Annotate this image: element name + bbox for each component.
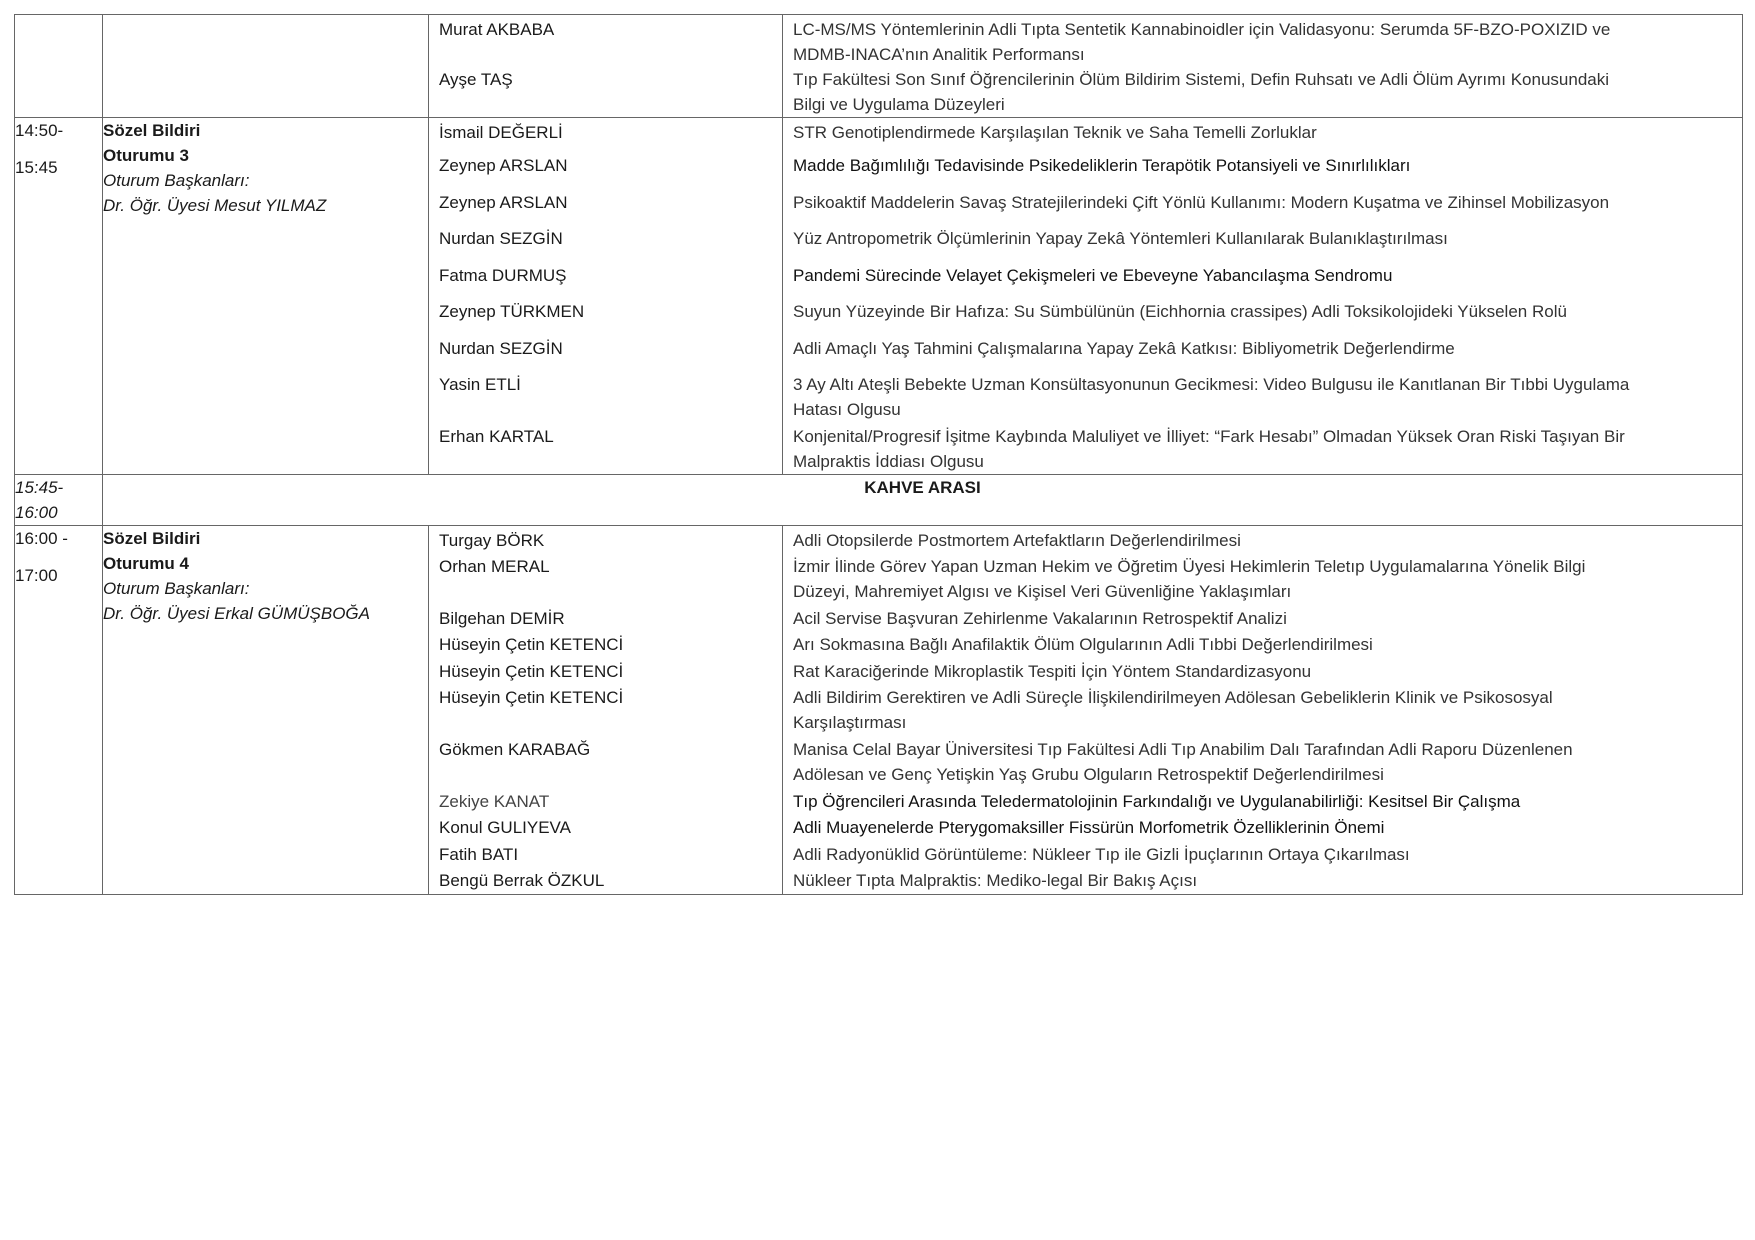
chairs-label: Oturum Başkanları:	[103, 579, 250, 598]
title-line: Yüz Antropometrik Ölçümlerinin Yapay Zekâ Yöntemleri Kullanılarak Bulanıklaştırılması	[793, 229, 1448, 248]
title-line: MDMB-INACA’nın Analitik Performansı	[793, 45, 1085, 64]
author-name: Gökmen KARABAĞ	[439, 740, 591, 759]
author-name: Turgay BÖRK	[439, 531, 545, 550]
paper-title	[783, 632, 1742, 659]
title-line: Arı Sokmasına Bağlı Anafilaktik Ölüm Olgularının Adli Tıbbi Değerlendirilmesi	[793, 635, 1373, 654]
title-line: Adli Bildirim Gerektiren ve Adli Süreçle İlişkilendirilmeyen Adölesan Gebeliklerin Klinik ve Psikososyal	[793, 688, 1553, 707]
author-name: İsmail DEĞERLİ	[439, 123, 563, 142]
title-line: Adli Radyonüklid Görüntüleme: Nükleer Tıp ile Gizli İpuçlarının Ortaya Çıkarılması	[793, 845, 1410, 864]
paper-title	[783, 299, 1742, 336]
author-name: Zeynep ARSLAN	[439, 156, 568, 175]
paper-title	[783, 263, 1742, 299]
paper-title	[783, 659, 1742, 685]
title-line: Konjenital/Progresif İşitme Kaybında Maluliyet ve İlliyet: “Fark Hesabı” Olmadan Yüksek Oran Riski Taşıyan Bir	[793, 427, 1625, 446]
title-cell	[783, 15, 1743, 118]
author-name: Yasin ETLİ	[439, 375, 521, 394]
paper-title	[783, 153, 1742, 190]
author-name: Murat AKBABA	[439, 20, 555, 39]
paper-title	[783, 120, 1742, 153]
title-line: Rat Karaciğerinde Mikroplastik Tespiti İçin Yöntem Standardizasyonu	[793, 662, 1312, 681]
title-line: Madde Bağımlılığı Tedavisinde Psikedeliklerin Terapötik Potansiyeli ve Sınırlılıkları	[793, 156, 1411, 175]
title-line: Hatası Olgusu	[793, 400, 901, 419]
session-title: Sözel Bildiri	[103, 121, 201, 140]
paper-title	[783, 190, 1742, 226]
title-line: Malpraktis İddiası Olgusu	[793, 452, 984, 471]
author-name: Orhan MERAL	[439, 557, 550, 576]
session-row-4	[15, 526, 1743, 895]
paper-title	[783, 815, 1742, 842]
paper-title	[783, 372, 1742, 424]
paper-title	[783, 842, 1742, 868]
paper-title	[783, 554, 1742, 606]
author-cell	[429, 118, 783, 475]
title-line: 3 Ay Altı Ateşli Bebekte Uzman Konsültasyonunun Gecikmesi: Video Bulgusu ile Kanıtlanan Bir Tıbbi Uygulama	[793, 375, 1630, 394]
coffee-break-label: KAHVE ARASI	[103, 475, 1743, 526]
author-name: Ayşe TAŞ	[439, 70, 513, 89]
title-line: Adli Otopsilerde Postmortem Artefaktların Değerlendirilmesi	[793, 531, 1241, 550]
author-name: Zekiye KANAT	[439, 792, 550, 811]
title-line: Suyun Yüzeyinde Bir Hafıza: Su Sümbülünün (Eichhornia crassipes) Adli Toksikolojideki Yükselen Rolü	[793, 302, 1567, 321]
session-number: Oturumu 3	[103, 146, 189, 165]
paper-title	[783, 424, 1742, 474]
author-name: Zeynep TÜRKMEN	[439, 302, 585, 321]
session-cell-empty	[103, 15, 429, 118]
session-number: Oturumu 4	[103, 554, 189, 573]
chair-name: Dr. Öğr. Üyesi Erkal GÜMÜŞBOĞA	[103, 604, 370, 623]
title-cell	[783, 118, 1743, 475]
title-line: Karşılaştırması	[793, 713, 907, 732]
paper-title	[783, 737, 1742, 789]
title-line: İzmir İlinde Görev Yapan Uzman Hekim ve Öğretim Üyesi Hekimlerin Teletıp Uygulamalarına Yönelik Bilgi	[793, 557, 1586, 576]
title-line: Tıp Fakültesi Son Sınıf Öğrencilerinin Ölüm Bildirim Sistemi, Defin Ruhsatı ve Adli Ölüm Ayrımı Konusundaki	[793, 70, 1610, 89]
program-table	[14, 14, 1743, 895]
session-title: Sözel Bildiri	[103, 529, 201, 548]
paper-title	[783, 226, 1742, 263]
author-name: Hüseyin Çetin KETENCİ	[439, 688, 624, 707]
paper-title	[783, 606, 1742, 632]
title-line: Adölesan ve Genç Yetişkin Yaş Grubu Olguların Retrospektif Değerlendirilmesi	[793, 765, 1384, 784]
author-cell	[429, 526, 783, 895]
session-row-3	[15, 118, 1743, 475]
chair-name: Dr. Öğr. Üyesi Mesut YILMAZ	[103, 196, 327, 215]
chairs-label: Oturum Başkanları:	[103, 171, 250, 190]
title-line: STR Genotiplendirmede Karşılaşılan Teknik ve Saha Temelli Zorluklar	[793, 123, 1317, 142]
time-cell-empty	[15, 15, 103, 118]
author-name: Hüseyin Çetin KETENCİ	[439, 635, 624, 654]
title-line: Bilgi ve Uygulama Düzeyleri	[793, 95, 1005, 114]
session-time	[15, 118, 103, 475]
title-line: Adli Muayenelerde Pterygomaksiller Fissürün Morfometrik Özelliklerinin Önemi	[793, 818, 1385, 837]
title-line: LC-MS/MS Yöntemlerinin Adli Tıpta Sentetik Kannabinoidler için Validasyonu: Serumda 5F-BZO-POXIZID ve	[793, 20, 1611, 39]
title-line: Psikoaktif Maddelerin Savaş Stratejilerindeki Çift Yönlü Kullanımı: Modern Kuşatma ve Zihinsel Mobilizasyon	[793, 193, 1610, 212]
title-line: Pandemi Sürecinde Velayet Çekişmeleri ve Ebeveyne Yabancılaşma Sendromu	[793, 266, 1393, 285]
session-info	[103, 526, 429, 895]
author-name: Bilgehan DEMİR	[439, 609, 565, 628]
time-start: 14:50-	[15, 121, 64, 140]
author-cell	[429, 15, 783, 118]
paper-title	[783, 17, 1742, 67]
title-line: Manisa Celal Bayar Üniversitesi Tıp Fakültesi Adli Tıp Anabilim Dalı Tarafından Adli Raporu Düzenlenen	[793, 740, 1573, 759]
title-line: Düzeyi, Mahremiyet Algısı ve Kişisel Veri Güvenliğine Yaklaşımları	[793, 582, 1292, 601]
paper-title	[783, 336, 1742, 372]
title-line: Adli Amaçlı Yaş Tahmini Çalışmalarına Yapay Zekâ Katkısı: Bibliyometrik Değerlendirme	[793, 339, 1455, 358]
session-time	[15, 526, 103, 895]
session-info	[103, 118, 429, 475]
title-cell	[783, 526, 1743, 895]
paper-title	[783, 789, 1742, 815]
author-name: Hüseyin Çetin KETENCİ	[439, 662, 624, 681]
coffee-break-row	[15, 475, 1743, 526]
author-name: Nurdan SEZGİN	[439, 229, 563, 248]
time-end: 17:00	[15, 566, 58, 585]
session-row-continued	[15, 15, 1743, 118]
title-line: Tıp Öğrencileri Arasında Teledermatolojinin Farkındalığı ve Uygulanabilirliği: Kesitsel Bir Çalışma	[793, 792, 1521, 811]
paper-title	[783, 868, 1742, 894]
title-line: Nükleer Tıpta Malpraktis: Mediko-legal Bir Bakış Açısı	[793, 871, 1198, 890]
author-name: Konul GULIYEVA	[439, 818, 571, 837]
time-end: 15:45	[15, 158, 58, 177]
break-time-end: 16:00	[15, 503, 58, 522]
author-name: Fatih BATI	[439, 845, 519, 864]
paper-title	[783, 685, 1742, 737]
author-name: Fatma DURMUŞ	[439, 266, 567, 285]
author-name: Nurdan SEZGİN	[439, 339, 563, 358]
break-time	[15, 475, 103, 526]
author-name: Zeynep ARSLAN	[439, 193, 568, 212]
author-name: Erhan KARTAL	[439, 427, 554, 446]
title-line: Acil Servise Başvuran Zehirlenme Vakalarının Retrospektif Analizi	[793, 609, 1287, 628]
paper-title	[783, 67, 1742, 117]
time-start: 16:00 -	[15, 529, 68, 548]
break-time-start: 15:45-	[15, 478, 64, 497]
author-name: Bengü Berrak ÖZKUL	[439, 871, 605, 890]
paper-title	[783, 528, 1742, 554]
